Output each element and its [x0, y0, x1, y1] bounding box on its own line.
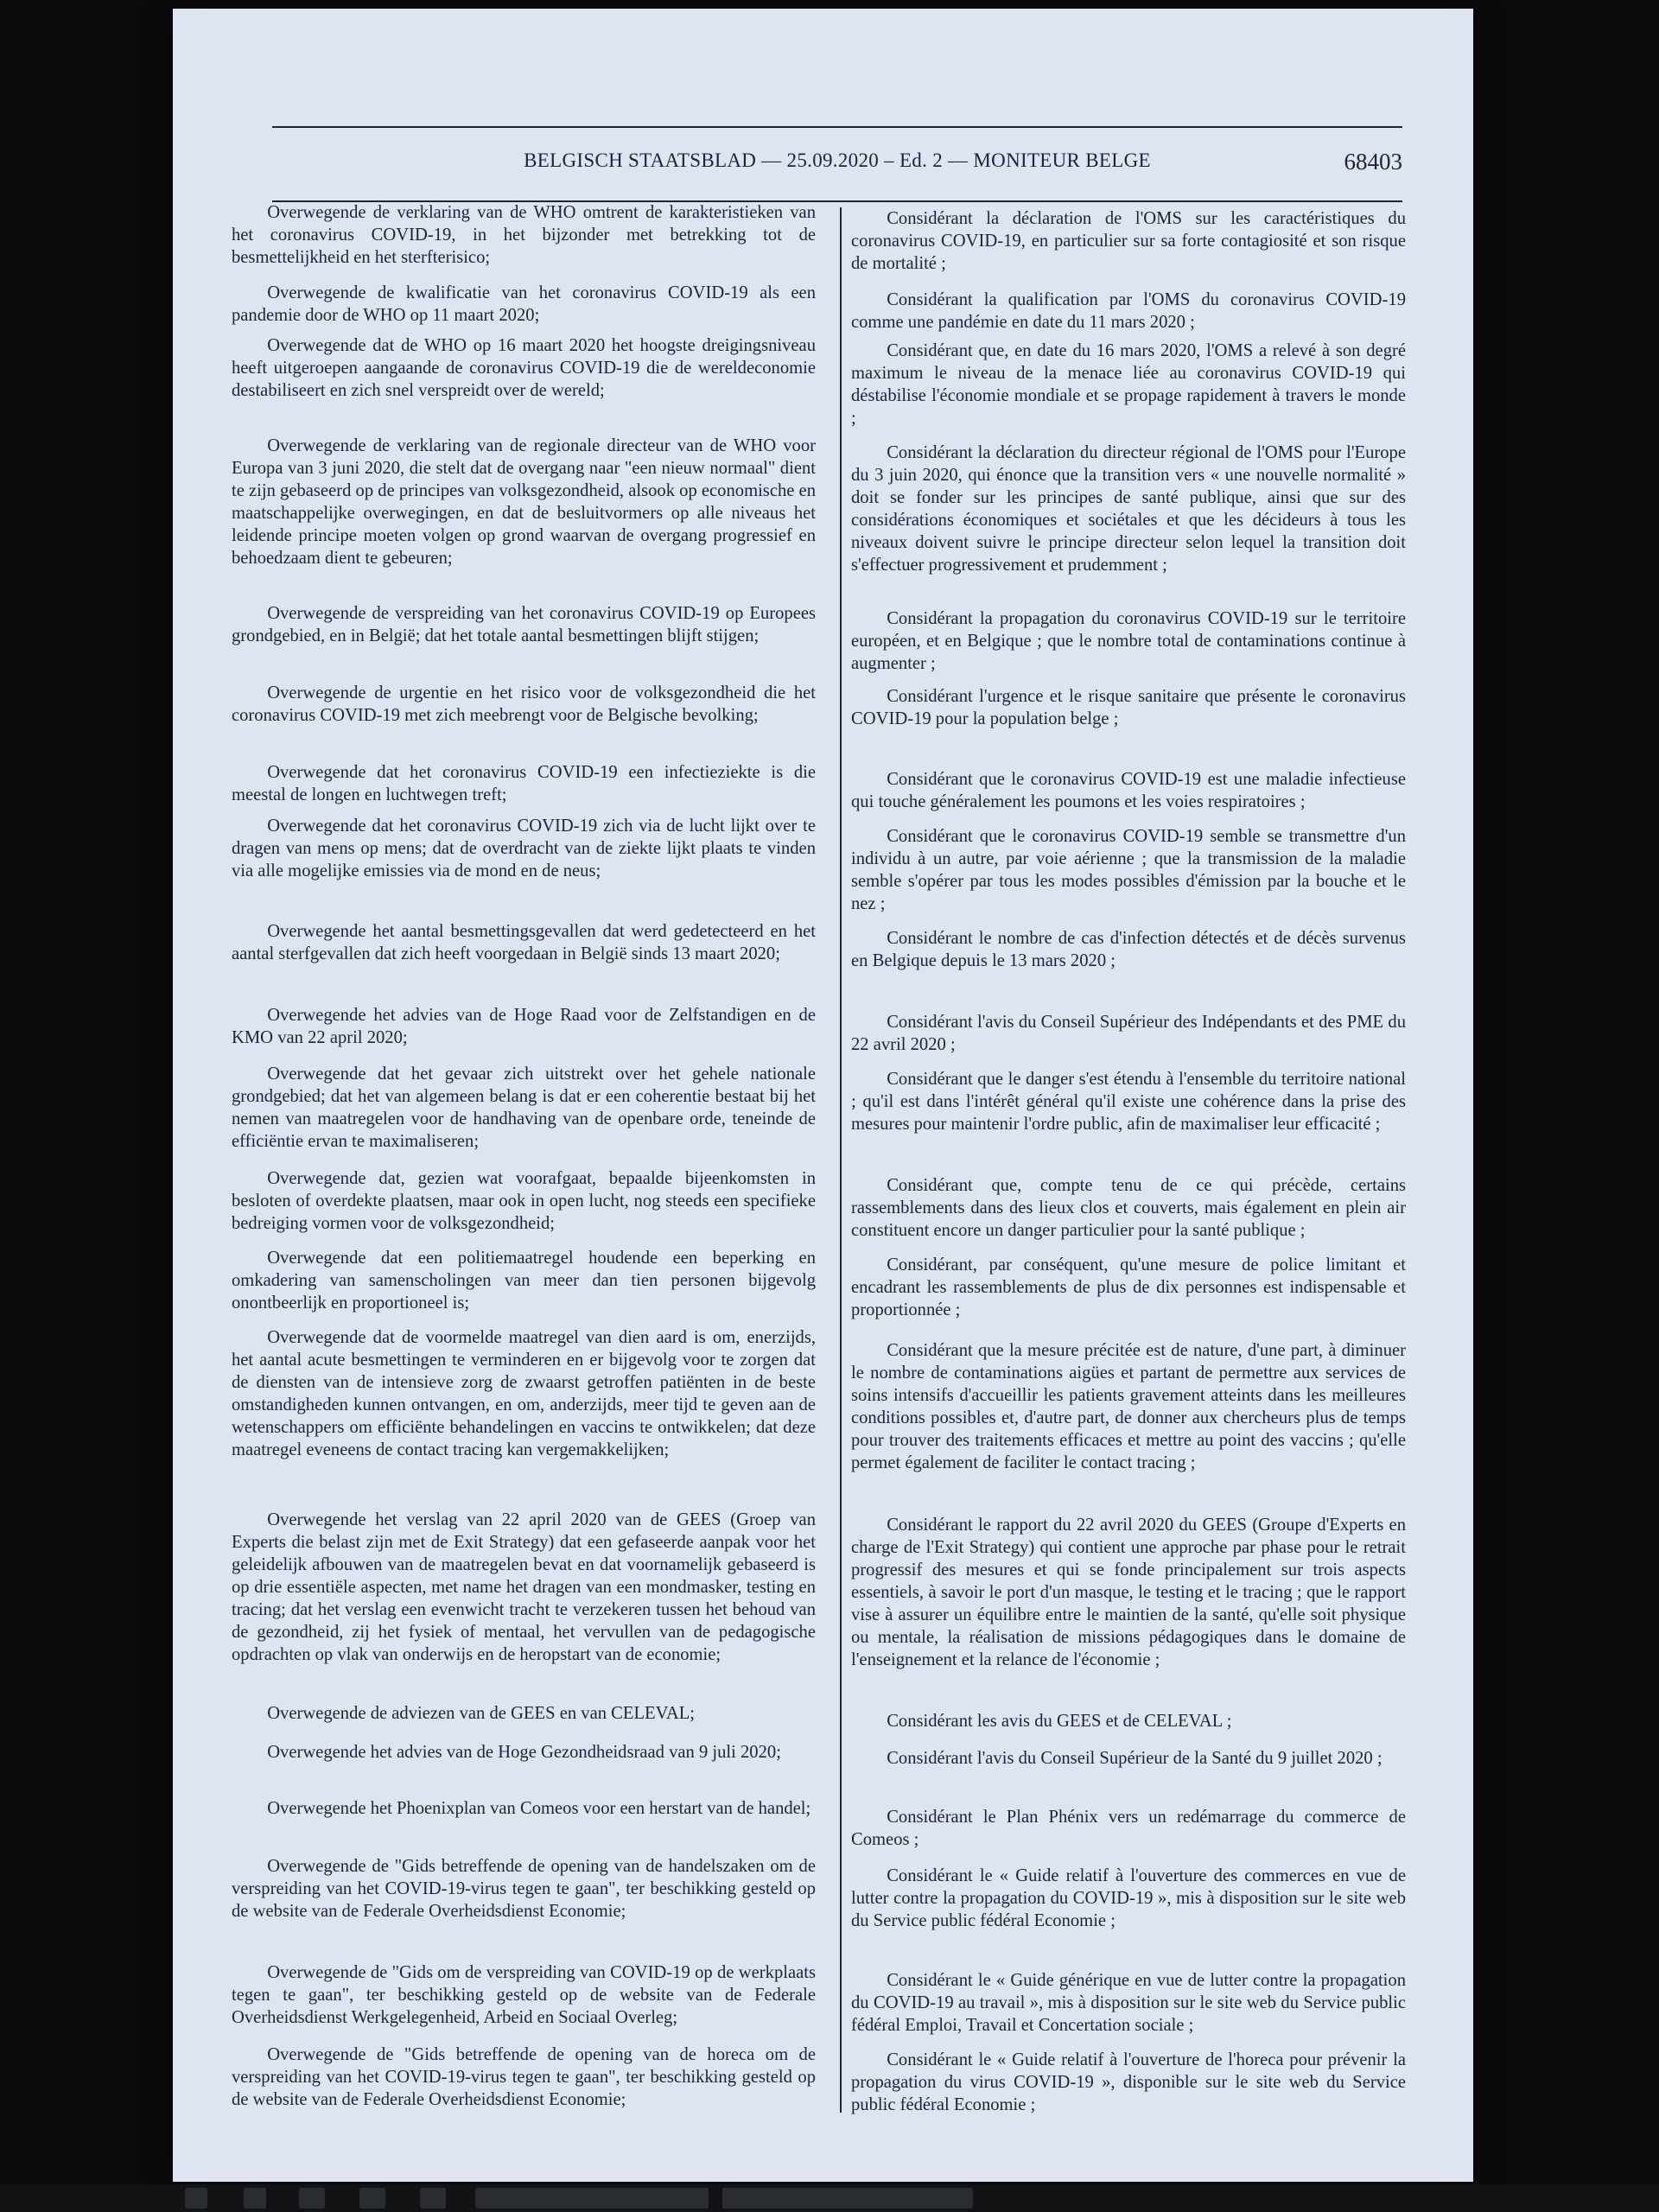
paragraph-fr: Considérant que, compte tenu de ce qui précède, certains rassemblements dans des lieux clos et couverts, mais également en plein air constituent encore un danger particulier pour la santé publique ; [851, 1176, 1406, 1240]
paragraph-nl: Overwegende de adviezen van de GEES en van CELEVAL; [267, 1704, 696, 1723]
paragraph-fr: Considérant que la mesure précitée est de nature, d'une part, à diminuer le nombre de contaminations aigües et partant de permettre aux services de soins intensifs d'accueillir les patients gravement atteints dans les meilleures conditions possibles et, d'autre part, de donner aux chercheurs plus de temps pour trouver des traitements efficaces et mettre au point des vaccins ; qu'elle permet également de faciliter le contact tracing ; [851, 1341, 1406, 1472]
paragraph-nl: Overwegende het advies van de Hoge Raad voor de Zelfstandigen en de KMO van 22 april 2020; [232, 1006, 816, 1047]
paragraph-fr: Considérant le « Guide relatif à l'ouverture de l'horeca pour prévenir la propagation du virus COVID-19 », disponible sur le site web du Service public fédéral Economie ; [851, 2050, 1406, 2114]
search-icon[interactable] [244, 2188, 266, 2209]
paragraph-fr: Considérant le Plan Phénix vers un redémarrage du commerce de Comeos ; [851, 1808, 1406, 1849]
paragraph-nl: Overwegende dat het gevaar zich uitstrekt over het gehele nationale grondgebied; dat het van algemeen belang is dat er een coherentie bestaat bij het nemen van maatregelen voor de handhaving van de openbare orde, teneinde de efficiëntie ervan te maximaliseren; [232, 1065, 816, 1151]
paragraph-fr: Considérant que le coronavirus COVID-19 est une maladie infectieuse qui touche généralement les poumons et les voies respiratoires ; [851, 770, 1406, 811]
paragraph-nl: Overwegende het aantal besmettingsgevallen dat werd gedetecteerd en het aantal sterfgevallen dat zich heeft voorgedaan in België sinds 13 maart 2020; [232, 922, 816, 963]
paragraph-nl: Overwegende de urgentie en het risico voor de volksgezondheid die het coronavirus COVID-19 met zich meebrengt voor de Belgische bevolking; [232, 683, 816, 725]
taskbar-app-window[interactable] [475, 2188, 709, 2209]
paragraph-nl: Overwegende de "Gids betreffende de opening van de handelszaken om de verspreiding van het COVID-19-virus tegen te gaan", ter beschikking gesteld op de website van de Federale Overheidsdienst Economie; [232, 1857, 816, 1921]
paragraph-nl: Overwegende het Phoenixplan van Comeos voor een herstart van de handel; [267, 1799, 811, 1818]
paragraph-fr: Considérant l'avis du Conseil Supérieur de la Santé du 9 juillet 2020 ; [887, 1749, 1382, 1768]
start-icon[interactable] [185, 2188, 207, 2209]
paragraph-nl: Overwegende de verklaring van de WHO omtrent de karakteristieken van het coronavirus COVID-19, in het bijzonder met betrekking tot de besmettelijkheid en het sterfterisico; [232, 203, 816, 267]
task-view-icon[interactable] [299, 2188, 325, 2209]
column-divider [840, 207, 842, 2113]
paragraph-fr: Considérant que le danger s'est étendu à l'ensemble du territoire national ; qu'il est dans l'intérêt général qu'il existe une cohérence dans la prise des mesures pour maintenir l'ordre public, afin de maximaliser leur efficacité ; [851, 1070, 1406, 1134]
paragraph-fr: Considérant la qualification par l'OMS du coronavirus COVID-19 comme une pandémie en date du 11 mars 2020 ; [851, 290, 1406, 332]
paragraph-nl: Overwegende het verslag van 22 april 2020 van de GEES (Groep van Experts die belast zijn met de Exit Strategy) dat een gefaseerde aanpak voor het geleidelijk afbouwen van de maatregelen bevat en dat voornamelijk gebaseerd is op drie essentiële aspecten, met name het dragen van een mondmasker, testing en tracing; dat het verslag een evenwicht tracht te verzekeren tussen het behoud van de gezondheid, zij het fysiek of mentaal, het vervullen van de pedagogische opdrachten op vlak van onderwijs en de heropstart van de economie; [232, 1510, 816, 1664]
paragraph-fr: Considérant que, en date du 16 mars 2020, l'OMS a relevé à son degré maximum le niveau de la menace liée au coronavirus COVID-19 qui déstabilise l'économie mondiale et se propage rapidement à travers le monde ; [851, 341, 1406, 428]
paragraph-nl: Overwegende dat de WHO op 16 maart 2020 het hoogste dreigingsniveau heeft uitgeroepen aangaande de coronavirus COVID-19 die de wereldeconomie destabiliseert en zich snel verspreidt over de wereld; [232, 336, 816, 400]
browser-icon[interactable] [359, 2188, 385, 2209]
paragraph-nl: Overwegende dat de voormelde maatregel van dien aard is om, enerzijds, het aantal acute besmettingen te verminderen en er bijgevolg voor te zorgen dat de diensten van de intensieve zorg de zwaarst getroffen patiënten in de beste omstandigheden kunnen ontvangen, en om, anderzijds, meer tijd te geven aan de wetenschappers om efficiënte behandelingen en vaccins te ontwikkelen; dat deze maatregel eveneens de contact tracing kan vergemakkelijken; [232, 1328, 816, 1459]
paragraph-nl: Overwegende de kwalificatie van het coronavirus COVID-19 als een pandemie door de WHO op 11 maart 2020; [232, 283, 816, 325]
page-number: 68403 [1344, 149, 1402, 175]
paragraph-fr: Considérant le « Guide générique en vue de lutter contre la propagation du COVID-19 au travail », mis à disposition sur le site web du Service public fédéral Emploi, Travail et Concertation sociale ; [851, 1971, 1406, 2035]
folder-icon[interactable] [420, 2188, 446, 2209]
paragraph-fr: Considérant la propagation du coronavirus COVID-19 sur le territoire européen, et en Belgique ; que le nombre total de contaminations continue à augmenter ; [851, 609, 1406, 673]
paragraph-fr: Considérant l'urgence et le risque sanitaire que présente le coronavirus COVID-19 pour la population belge ; [851, 687, 1406, 728]
paragraph-nl: Overwegende dat, gezien wat voorafgaat, bepaalde bijeenkomsten in besloten of overdekte plaatsen, maar ook in open lucht, nog steeds een specifieke bedreiging vormen voor de volksgezondheid; [232, 1169, 816, 1233]
taskbar-app-window[interactable] [722, 2188, 973, 2209]
paragraph-fr: Considérant l'avis du Conseil Supérieur des Indépendants et des PME du 22 avril 2020 ; [851, 1013, 1406, 1054]
paragraph-fr: Considérant la déclaration du directeur régional de l'OMS pour l'Europe du 3 juin 2020, qui énonce que la transition vers « une nouvelle normalité » doit se fonder sur les principes de santé publique, ainsi que sur des considérations économiques et sociétales et que les décideurs à tous les niveaux doivent suivre le principe directeur selon lequel la transition doit s'effectuer progressivement et prudemment ; [851, 443, 1406, 575]
page-header [272, 126, 1402, 202]
paragraph-nl: Overwegende dat het coronavirus COVID-19 een infectieziekte is die meestal de longen en luchtwegen treft; [232, 763, 816, 804]
paragraph-fr: Considérant les avis du GEES et de CELEVAL ; [887, 1712, 1232, 1731]
paragraph-fr: Considérant le « Guide relatif à l'ouverture des commerces en vue de lutter contre la propagation du COVID-19 », mis à disposition sur le site web du Service public fédéral Economie ; [851, 1866, 1406, 1930]
paragraph-nl: Overwegende het advies van de Hoge Gezondheidsraad van 9 juli 2020; [267, 1743, 781, 1762]
paragraph-fr: Considérant la déclaration de l'OMS sur les caractéristiques du coronavirus COVID-19, en particulier sur sa forte contagiosité et son risque de mortalité ; [851, 209, 1406, 273]
publication-title: BELGISCH STAATSBLAD — 25.09.2020 – Ed. 2 — MONITEUR BELGE [524, 149, 1151, 171]
paragraph-nl: Overwegende dat het coronavirus COVID-19 zich via de lucht lijkt over te dragen van mens op mens; dat de overdracht van de ziekte lijkt plaats te vinden via alle mogelijke emissies via de mond en de neus; [232, 817, 816, 880]
paragraph-fr: Considérant que le coronavirus COVID-19 semble se transmettre d'un individu à un autre, par voie aérienne ; que la transmission de la maladie semble s'opérer par tous les modes possibles d'émission par la bouche et le nez ; [851, 827, 1406, 913]
taskbar [0, 2184, 1659, 2212]
paragraph-nl: Overwegende de "Gids om de verspreiding van COVID-19 op de werkplaats tegen te gaan", ter beschikking gesteld op de website van de Federale Overheidsdienst Werkgelegenheid, Arbeid en Sociaal Overleg; [232, 1963, 816, 2027]
paragraph-nl: Overwegende de "Gids betreffende de opening van de horeca om de verspreiding van het COVID-19-virus tegen te gaan", ter beschikking gesteld op de website van de Federale Overheidsdienst Economie; [232, 2045, 816, 2109]
paragraph-fr: Considérant le rapport du 22 avril 2020 du GEES (Groupe d'Experts en charge de l'Exit Strategy) qui contient une approche par phase pour le retrait progressif des mesures et qui se fonde principalement sur trois aspects essentiels, à savoir le port d'un masque, le testing et le tracing ; que le rapport vise à assurer un équilibre entre le maintien de la santé, qu'elle soit physique ou mentale, la réalisation de missions pédagogiques dans le domaine de l'enseignement et la relance de l'économie ; [851, 1516, 1406, 1669]
paragraph-fr: Considérant le nombre de cas d'infection détectés et de décès survenus en Belgique depuis le 13 mars 2020 ; [851, 929, 1406, 970]
paragraph-nl: Overwegende de verklaring van de regionale directeur van de WHO voor Europa van 3 juni 2020, die stelt dat de overgang naar "een nieuw normaal" dient te zijn gebaseerd op de principes van volksgezondheid, alsook op economische en maatschappelijke overwegingen, en dat de besluitvormers op alle niveaus het leidende principe moeten volgen op grond waarvan de overgang progressief en behoedzaam dient te gebeuren; [232, 436, 816, 568]
paragraph-nl: Overwegende dat een politiemaatregel houdende een beperking en omkadering van samenscholingen van meer dan tien personen bijgevolg onontbeerlijk en proportioneel is; [232, 1249, 816, 1313]
paragraph-nl: Overwegende de verspreiding van het coronavirus COVID-19 op Europees grondgebied, en in België; dat het totale aantal besmettingen blijft stijgen; [232, 604, 816, 645]
paragraph-fr: Considérant, par conséquent, qu'une mesure de police limitant et encadrant les rassemblements de plus de dix personnes est indispensable et proportionnée ; [851, 1255, 1406, 1319]
